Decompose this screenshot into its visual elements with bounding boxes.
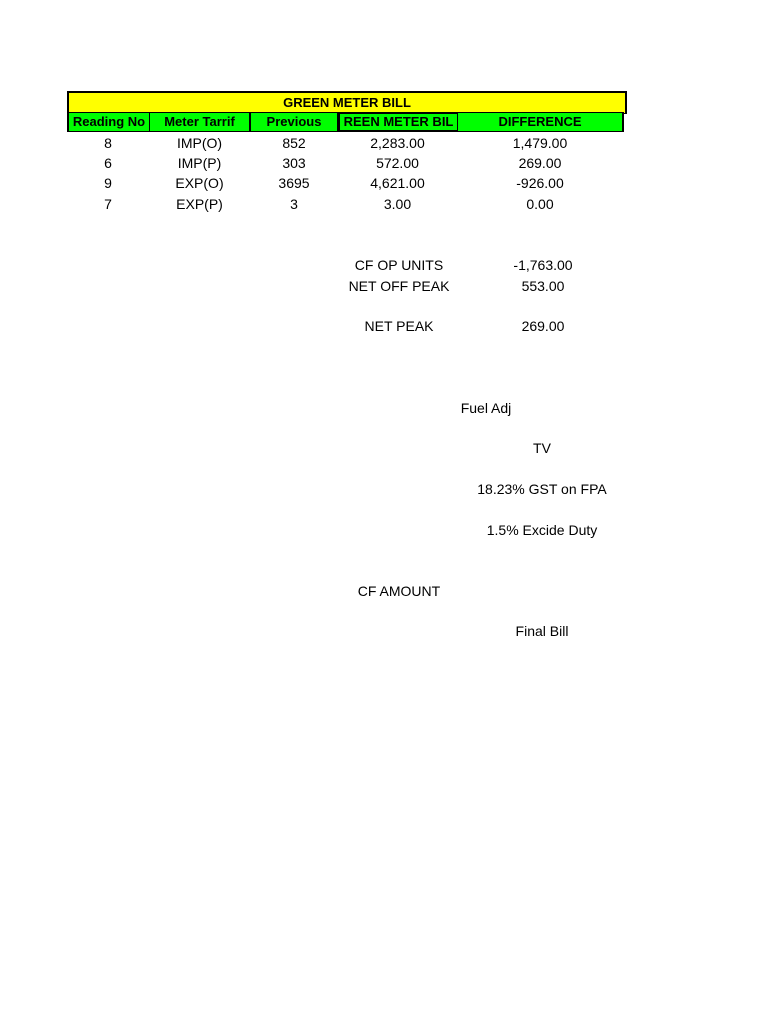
table-row xyxy=(67,173,627,193)
reading-no-cell: 7 xyxy=(104,196,112,212)
difference-cell: 0.00 xyxy=(526,196,554,212)
header-difference: DIFFERENCE xyxy=(457,112,624,132)
table-row xyxy=(67,153,627,173)
green-meter-bill-cell: 3.00 xyxy=(383,196,412,212)
table-row xyxy=(67,133,627,153)
previous-cell: 3 xyxy=(290,196,298,212)
previous-cell: 852 xyxy=(282,135,306,151)
previous-cell: 303 xyxy=(282,155,306,171)
net-peak-label: NET PEAK xyxy=(364,318,434,334)
previous-cell: 3695 xyxy=(278,175,310,191)
reading-no-cell: 6 xyxy=(104,155,112,171)
tv-label: TV xyxy=(533,440,551,456)
difference-cell: 1,479.00 xyxy=(512,135,568,151)
gst-on-fpa-label: 18.23% GST on FPA xyxy=(477,481,607,497)
cf-amount-label: CF AMOUNT xyxy=(357,583,441,599)
net-off-peak-label: NET OFF PEAK xyxy=(348,278,450,294)
meter-tarrif-cell: IMP(O) xyxy=(176,135,223,151)
cf-op-units-value: -1,763.00 xyxy=(513,257,573,273)
difference-cell: 269.00 xyxy=(518,155,562,171)
fuel-adj-label: Fuel Adj xyxy=(460,400,512,416)
net-peak-value: 269.00 xyxy=(521,318,565,334)
header-reading-no: Reading No xyxy=(67,112,150,132)
reading-no-cell: 9 xyxy=(104,175,112,191)
header-meter-tarrif: Meter Tarrif xyxy=(149,112,250,132)
excise-duty-label: 1.5% Excide Duty xyxy=(486,522,598,538)
meter-tarrif-cell: EXP(P) xyxy=(176,196,223,212)
cf-op-units-label: CF OP UNITS xyxy=(354,257,444,273)
final-bill-label: Final Bill xyxy=(515,623,569,639)
header-green-meter-bill: REEN METER BIL xyxy=(338,112,459,132)
header-previous: Previous xyxy=(250,112,338,132)
table-header-row xyxy=(67,112,627,132)
net-off-peak-value: 553.00 xyxy=(521,278,565,294)
meter-tarrif-cell: IMP(P) xyxy=(177,155,222,171)
green-meter-bill-cell: 2,283.00 xyxy=(370,135,425,151)
reading-no-cell: 8 xyxy=(104,135,112,151)
table-row xyxy=(67,194,627,214)
green-meter-bill-cell: 572.00 xyxy=(376,155,419,171)
difference-cell: -926.00 xyxy=(516,175,564,191)
meter-tarrif-cell: EXP(O) xyxy=(175,175,224,191)
table-title: GREEN METER BILL xyxy=(67,91,627,114)
green-meter-bill-cell: 4,621.00 xyxy=(370,175,425,191)
